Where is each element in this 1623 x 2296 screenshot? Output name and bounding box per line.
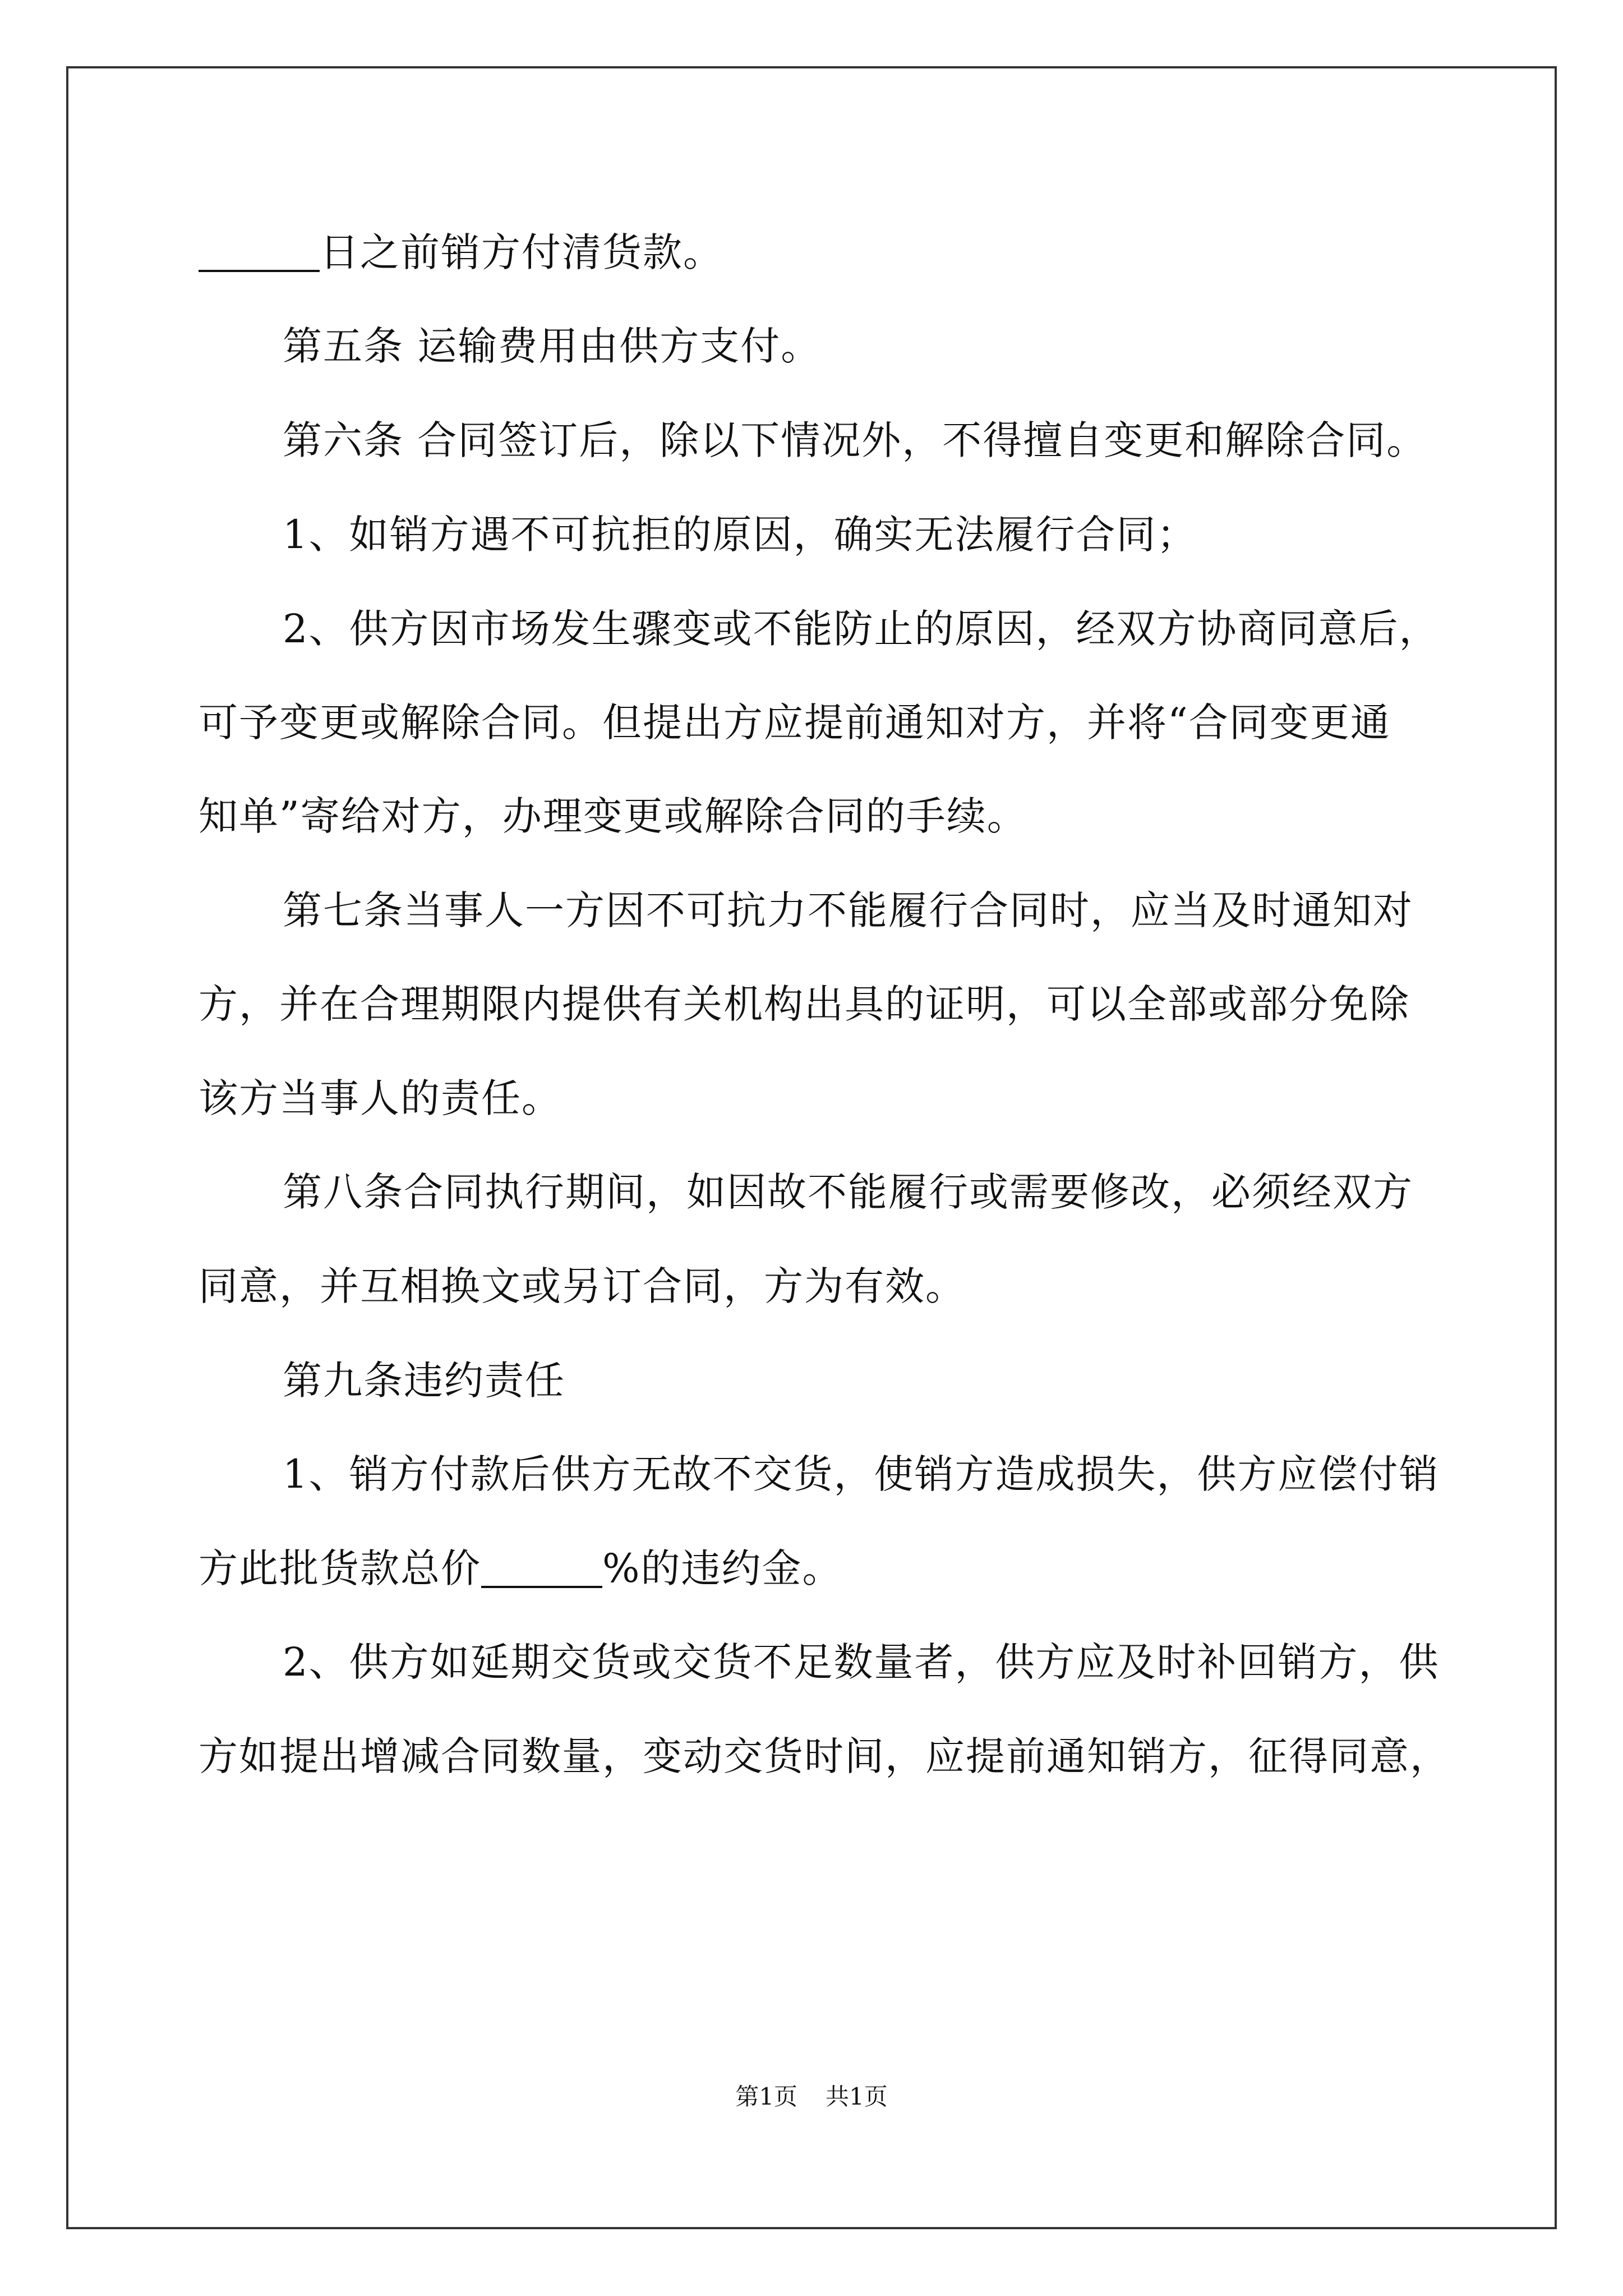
paragraph-line: 同意，并互相换文或另订合同，方为有效。	[199, 1263, 966, 1309]
article-9-item-1: 1、销方付款后供方无故不交货，使销方造成损失，供方应偿付销	[283, 1451, 1440, 1497]
line-text: 日之前销方付清货款。	[320, 229, 723, 275]
article-6-item-1: 1、如销方遇不可抗拒的原因，确实无法履行合同；	[283, 512, 1197, 558]
page-footer	[0, 2078, 1623, 2112]
fill-in-blank	[481, 1549, 602, 1588]
article-8: 第八条合同执行期间，如因故不能履行或需要修改，必须经双方	[283, 1169, 1413, 1215]
page-border	[66, 66, 1557, 2229]
line-text: %的违约金。	[602, 1545, 843, 1591]
paragraph-line: 该方当事人的责任。	[199, 1075, 562, 1121]
fill-in-blank	[199, 233, 320, 272]
page-number: 第1页	[735, 2083, 797, 2110]
article-6-item-2: 2、供方因市场发生骤变或不能防止的原因，经双方协商同意后，	[283, 606, 1440, 652]
paragraph-line: 可予变更或解除合同。但提出方应提前通知对方，并将“合同变更通	[199, 700, 1391, 746]
paragraph-line	[199, 229, 723, 275]
paragraph-line: 知单”寄给对方，办理变更或解除合同的手续。	[199, 793, 1027, 839]
paragraph-line: 方，并在合理期限内提供有关机构出具的证明，可以全部或部分免除	[199, 981, 1410, 1027]
article-5: 第五条 运输费用由供方支付。	[283, 323, 822, 369]
article-9-item-2: 2、供方如延期交货或交货不足数量者，供方应及时补回销方，供	[283, 1639, 1440, 1685]
line-text: 方此批货款总价	[199, 1545, 481, 1591]
paragraph-line	[199, 1545, 843, 1591]
article-9-heading: 第九条违约责任	[283, 1358, 565, 1404]
paragraph-line: 方如提出增减合同数量，变动交货时间，应提前通知销方，征得同意，	[199, 1733, 1450, 1779]
article-6: 第六条 合同签订后，除以下情况外，不得擅自变更和解除合同。	[283, 417, 1427, 463]
article-7: 第七条当事人一方因不可抗力不能履行合同时，应当及时通知对	[283, 887, 1413, 933]
page-total: 共1页	[826, 2083, 888, 2110]
